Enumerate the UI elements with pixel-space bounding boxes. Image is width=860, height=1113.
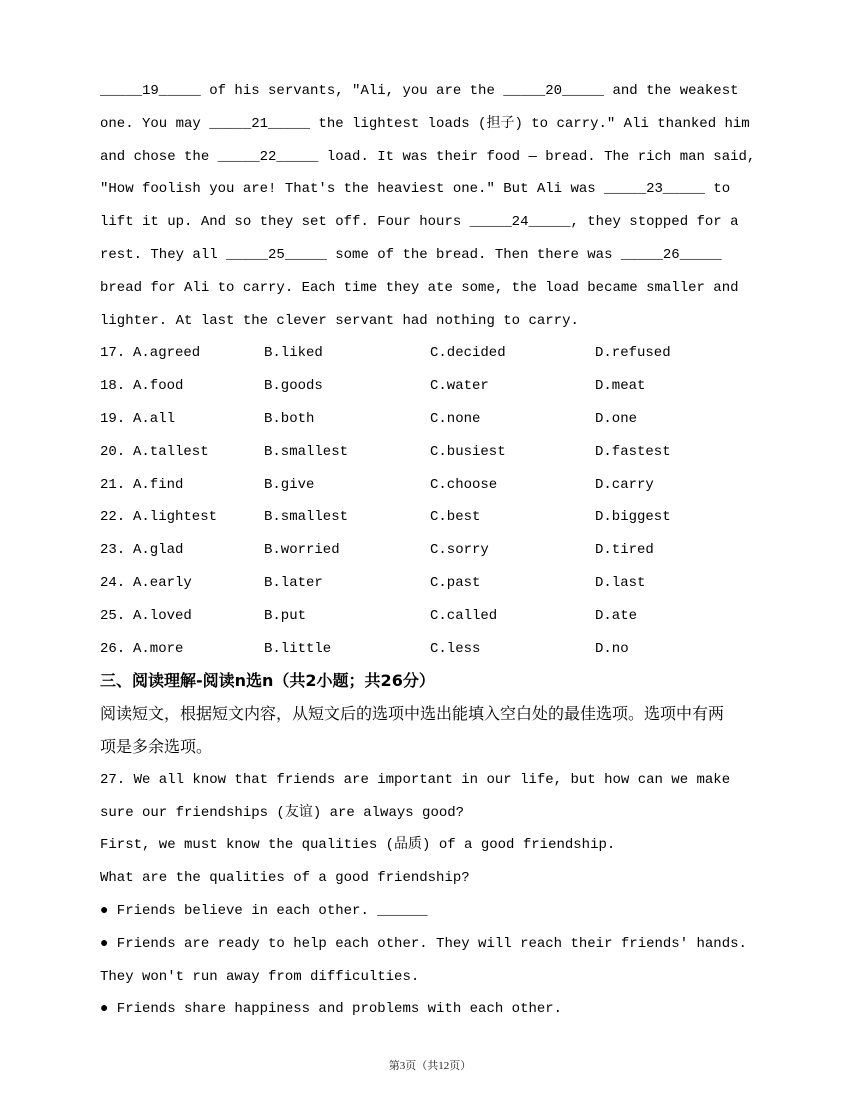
question-number: 23. xyxy=(100,542,126,559)
option-a: A.early xyxy=(133,574,192,591)
option-b: B.smallest xyxy=(264,509,349,526)
option-a: A.all xyxy=(133,410,176,427)
option-b: B.give xyxy=(264,476,315,493)
option-d: D.refused xyxy=(595,345,671,362)
passage-line: and chose the _____22_____ load. It was their food — bread. The rich man said, xyxy=(100,148,756,165)
passage-line: _____19_____ of his servants, "Ali, you are the _____20_____ and the weakest xyxy=(100,83,739,99)
question-row-17 xyxy=(100,337,800,370)
instruction-line: 项是多余选项。 xyxy=(100,736,213,756)
option-c: C.less xyxy=(430,640,481,657)
passage-line: They won't run away from difficulties. xyxy=(100,968,420,985)
option-c: C.past xyxy=(430,574,481,591)
option-b: B.worried xyxy=(264,542,340,559)
option-d: D.carry xyxy=(595,476,654,493)
question-row-26 xyxy=(100,633,800,666)
option-c: C.called xyxy=(430,607,498,624)
option-b: B.liked xyxy=(264,345,323,362)
option-d: D.meat xyxy=(595,378,646,395)
passage-line: sure our friendships (友谊) are always good? xyxy=(100,804,465,821)
instruction-line: 阅读短文，根据短文内容，从短文后的选项中选出能填入空白处的最佳选项。选项中有两 xyxy=(100,704,725,724)
question-number: 25. xyxy=(100,607,126,624)
bullet-line: ● Friends are ready to help each other. They will reach their friends' hands. xyxy=(100,935,747,952)
question-number: 24. xyxy=(100,574,126,591)
option-c: C.none xyxy=(430,410,481,427)
option-a: A.tallest xyxy=(133,443,209,460)
passage-line: bread for Ali to carry. Each time they ate some, the load became smaller and xyxy=(100,279,739,296)
option-c: C.busiest xyxy=(430,443,506,460)
option-c: C.decided xyxy=(430,345,506,362)
question-row-24 xyxy=(100,567,800,600)
option-b: B.little xyxy=(264,640,332,657)
question-number: 18. xyxy=(100,378,126,395)
page-footer: 第3页（共12页） xyxy=(388,1060,472,1072)
option-c: C.sorry xyxy=(430,542,489,559)
option-b: B.put xyxy=(264,607,307,624)
question-number: 26. xyxy=(100,640,126,657)
option-a: A.find xyxy=(133,476,184,493)
option-a: A.food xyxy=(133,378,184,395)
passage-line: rest. They all _____25_____ some of the bread. Then there was _____26_____ xyxy=(100,246,722,263)
passage-line: What are the qualities of a good friendship? xyxy=(100,870,470,887)
passage-line: lighter. At last the clever servant had nothing to carry. xyxy=(100,312,579,329)
passage-line: 27. We all know that friends are important in our life, but how can we make xyxy=(100,771,731,788)
option-d: D.last xyxy=(595,574,646,591)
page-content xyxy=(100,75,800,1026)
option-a: A.loved xyxy=(133,607,192,624)
option-c: C.choose xyxy=(430,476,498,493)
option-d: D.no xyxy=(595,640,629,657)
question-row-21 xyxy=(100,469,800,502)
option-d: D.tired xyxy=(595,542,654,559)
option-b: B.both xyxy=(264,410,315,427)
passage-line: First, we must know the qualities (品质) of a good friendship. xyxy=(100,837,616,854)
bullet-line: ● Friends share happiness and problems with each other. xyxy=(100,1001,563,1018)
option-d: D.ate xyxy=(595,607,638,624)
passage-line: lift it up. And so they set off. Four hours _____24_____, they stopped for a xyxy=(100,214,739,231)
section-heading: 三、阅读理解-阅读n选n（共2小题；共26分） xyxy=(100,671,435,691)
question-number: 22. xyxy=(100,509,126,526)
option-c: C.water xyxy=(430,378,489,395)
option-d: D.biggest xyxy=(595,509,671,526)
question-number: 21. xyxy=(100,476,126,493)
option-d: D.one xyxy=(595,410,638,427)
question-row-19 xyxy=(100,403,800,436)
option-b: B.smallest xyxy=(264,443,349,460)
question-row-18 xyxy=(100,370,800,403)
bullet-line: ● Friends believe in each other. ______ xyxy=(100,902,428,919)
passage-line: one. You may _____21_____ the lightest loads (担子) to carry." Ali thanked him xyxy=(100,115,750,132)
option-c: C.best xyxy=(430,509,481,526)
question-row-25 xyxy=(100,600,800,633)
question-number: 17. xyxy=(100,345,126,362)
option-d: D.fastest xyxy=(595,443,671,460)
option-a: A.agreed xyxy=(133,345,201,362)
option-a: A.glad xyxy=(133,542,184,559)
option-a: A.lightest xyxy=(133,509,218,526)
option-b: B.later xyxy=(264,574,323,591)
question-row-23 xyxy=(100,534,800,567)
question-row-22 xyxy=(100,501,800,534)
question-number: 20. xyxy=(100,443,126,460)
option-a: A.more xyxy=(133,640,184,657)
question-row-20 xyxy=(100,436,800,469)
passage-line: "How foolish you are! That's the heaviest one." But Ali was _____23_____ to xyxy=(100,181,731,198)
question-number: 19. xyxy=(100,410,126,427)
option-b: B.goods xyxy=(264,378,323,395)
